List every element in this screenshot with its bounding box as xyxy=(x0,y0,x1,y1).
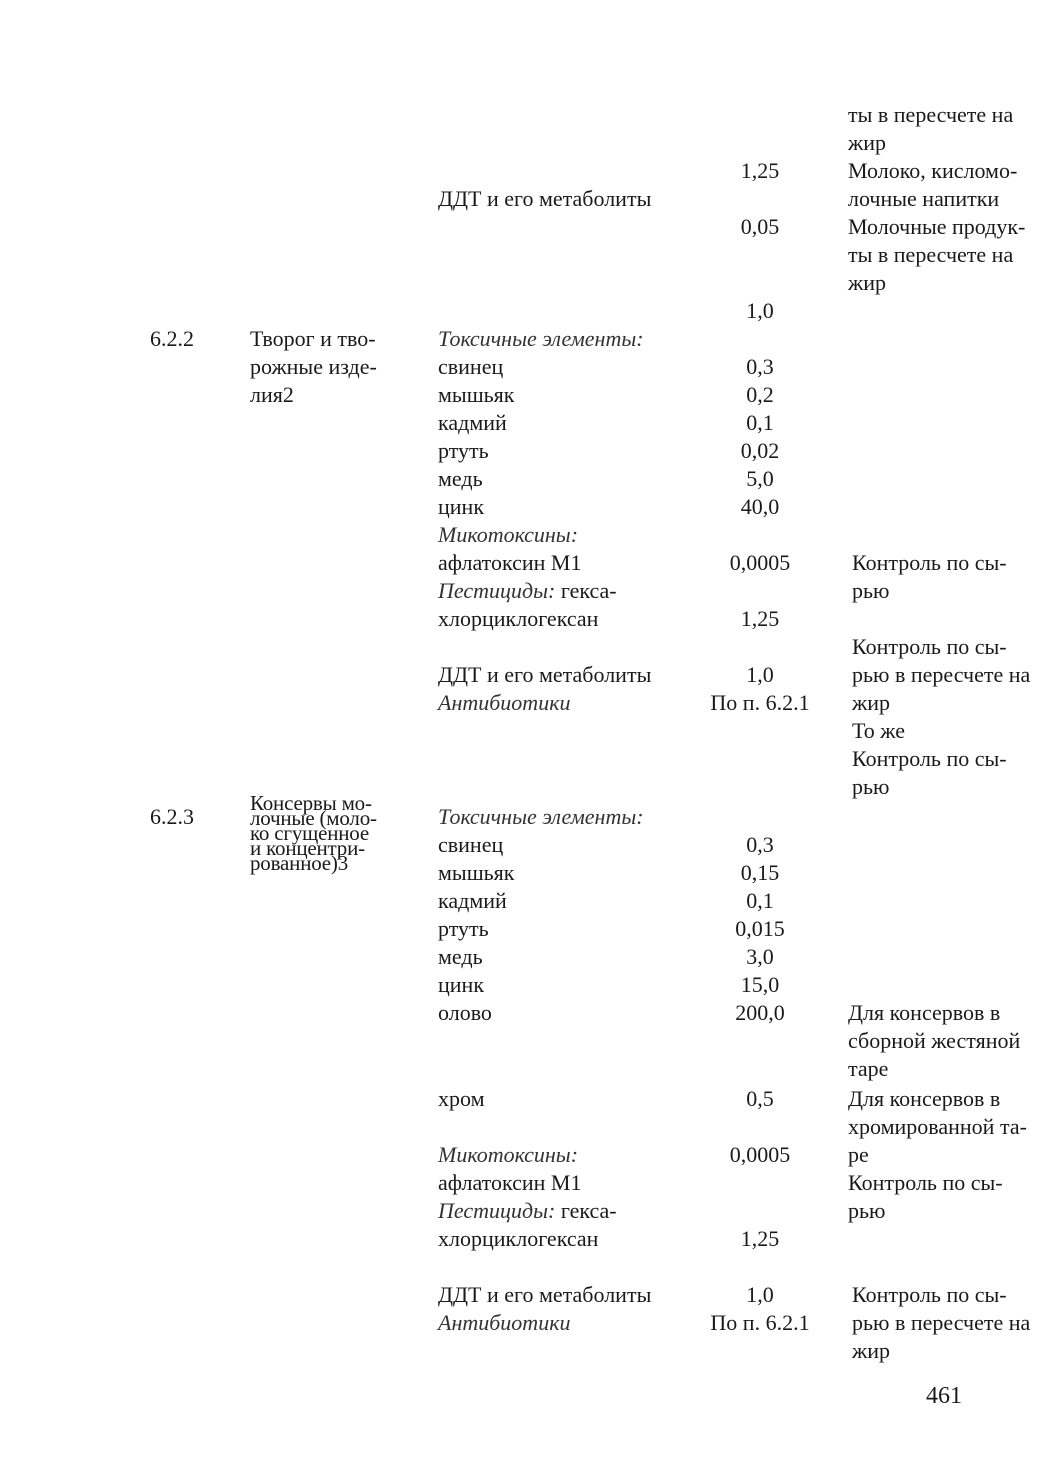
substance-name: медь xyxy=(438,944,483,969)
value-ddt: 1,0 xyxy=(746,662,774,687)
substance-ddt: ДДТ и его метаболиты xyxy=(438,662,652,687)
section-number-6-2-2: 6.2.2 xyxy=(150,326,194,351)
antibiotics-label: Антибиотики xyxy=(438,690,571,715)
substance-ddt: ДДТ и его метаболиты xyxy=(438,186,652,211)
substance-ddt: ДДТ и его метаболиты xyxy=(438,1282,652,1307)
note-raw-control: Контроль по сы- рью xyxy=(852,550,1007,603)
substance-name: кадмий xyxy=(438,888,507,913)
note-raw-control-fat: Контроль по сы- рью в пересчете на жир xyxy=(852,634,1031,715)
substance-value: 5,0 xyxy=(746,466,774,491)
note-same: То же xyxy=(852,718,905,743)
substance-value: 0,3 xyxy=(746,354,774,379)
product-cottage-cheese: Творог и тво- рожные изде- лия2 xyxy=(250,326,377,407)
substance-name: ртуть xyxy=(438,438,489,463)
mycotoxins-heading: Микотоксины: xyxy=(438,522,579,547)
substance-value: 0,1 xyxy=(746,410,774,435)
substance-name: кадмий xyxy=(438,410,507,435)
product-canned-milk: Консервы мо- лочные (моло- ко сгущенное и концентри- рованное)3 xyxy=(250,791,377,875)
substance-value: 200,0 xyxy=(735,1000,785,1025)
toxic-elements-heading: Токсичные элементы: xyxy=(438,326,644,351)
value-aflatoxin: 0,0005 xyxy=(729,1142,791,1167)
value-antibiotics: По п. 6.2.1 xyxy=(710,1310,810,1335)
substance-value: 15,0 xyxy=(740,972,780,997)
substance-value: 0,015 xyxy=(735,916,785,941)
toxic-elements-heading: Токсичные элементы: xyxy=(438,804,644,829)
note-chromed-container: Для консервов в хромированной та- ре xyxy=(848,1086,1027,1167)
pesticides-heading: Пестициды: xyxy=(438,1198,556,1223)
note-tin-container: Для консервов в сборной жестяной таре xyxy=(848,1000,1021,1081)
substance-name: цинк xyxy=(438,972,485,997)
value-hch: 1,25 xyxy=(740,1226,780,1251)
value-ddt-2: 1,0 xyxy=(746,298,774,323)
substance-value: 0,02 xyxy=(740,438,780,463)
substance-hch: хлорциклогексан xyxy=(438,606,599,631)
antibiotics-label: Антибиотики xyxy=(438,1310,571,1335)
substance-value: 3,0 xyxy=(746,944,774,969)
page-number: 461 xyxy=(926,1383,962,1409)
section-number-6-2-3: 6.2.3 xyxy=(150,804,194,829)
value-ddt: 1,0 xyxy=(746,1282,774,1307)
substance-aflatoxin: афлатоксин М1 xyxy=(438,550,582,575)
substance-name: свинец xyxy=(438,354,504,379)
substance-name: ртуть xyxy=(438,916,489,941)
value-ddt-1: 0,05 xyxy=(740,214,780,239)
substance-name: цинк xyxy=(438,494,485,519)
substance-value: 0,2 xyxy=(746,382,774,407)
substance-name: мышьяк xyxy=(438,860,515,885)
value-antibiotics: По п. 6.2.1 xyxy=(710,690,810,715)
pesticide-name-part: гекса- xyxy=(555,578,617,603)
note-fat-continued: ты в пересчете на жир xyxy=(848,102,1014,155)
substance-chromium: хром xyxy=(438,1086,485,1111)
note-milk-products-fat: Молочные продук- ты в пересчете на жир xyxy=(848,214,1026,295)
pesticides-heading: Пестициды: xyxy=(438,578,556,603)
pesticide-name-part: гекса- xyxy=(555,1198,617,1223)
substance-name: свинец xyxy=(438,832,504,857)
mycotoxins-heading: Микотоксины: xyxy=(438,1142,579,1167)
note-raw-control: Контроль по сы- рью xyxy=(852,746,1007,799)
note-milk-drinks: Молоко, кисломо- лочные напитки xyxy=(848,158,1018,211)
substance-aflatoxin: афлатоксин М1 xyxy=(438,1170,582,1195)
substance-name: мышьяк xyxy=(438,382,515,407)
note-raw-control-fat: Контроль по сы- рью в пересчете на жир xyxy=(852,1282,1031,1363)
substance-value: 0,15 xyxy=(740,860,780,885)
value-aflatoxin: 0,0005 xyxy=(729,550,791,575)
note-raw-control: Контроль по сы- рью xyxy=(848,1170,1003,1223)
substance-name: медь xyxy=(438,466,483,491)
value-hch: 1,25 xyxy=(740,606,780,631)
substance-value: 0,1 xyxy=(746,888,774,913)
pesticides-line xyxy=(438,1197,617,1225)
substance-value: 40,0 xyxy=(740,494,780,519)
value-hch: 1,25 xyxy=(740,158,780,183)
substance-name: олово xyxy=(438,1000,492,1025)
substance-hch: хлорциклогексан xyxy=(438,1226,599,1251)
substance-value: 0,3 xyxy=(746,832,774,857)
pesticides-line xyxy=(438,577,617,605)
value-chromium: 0,5 xyxy=(746,1086,774,1111)
